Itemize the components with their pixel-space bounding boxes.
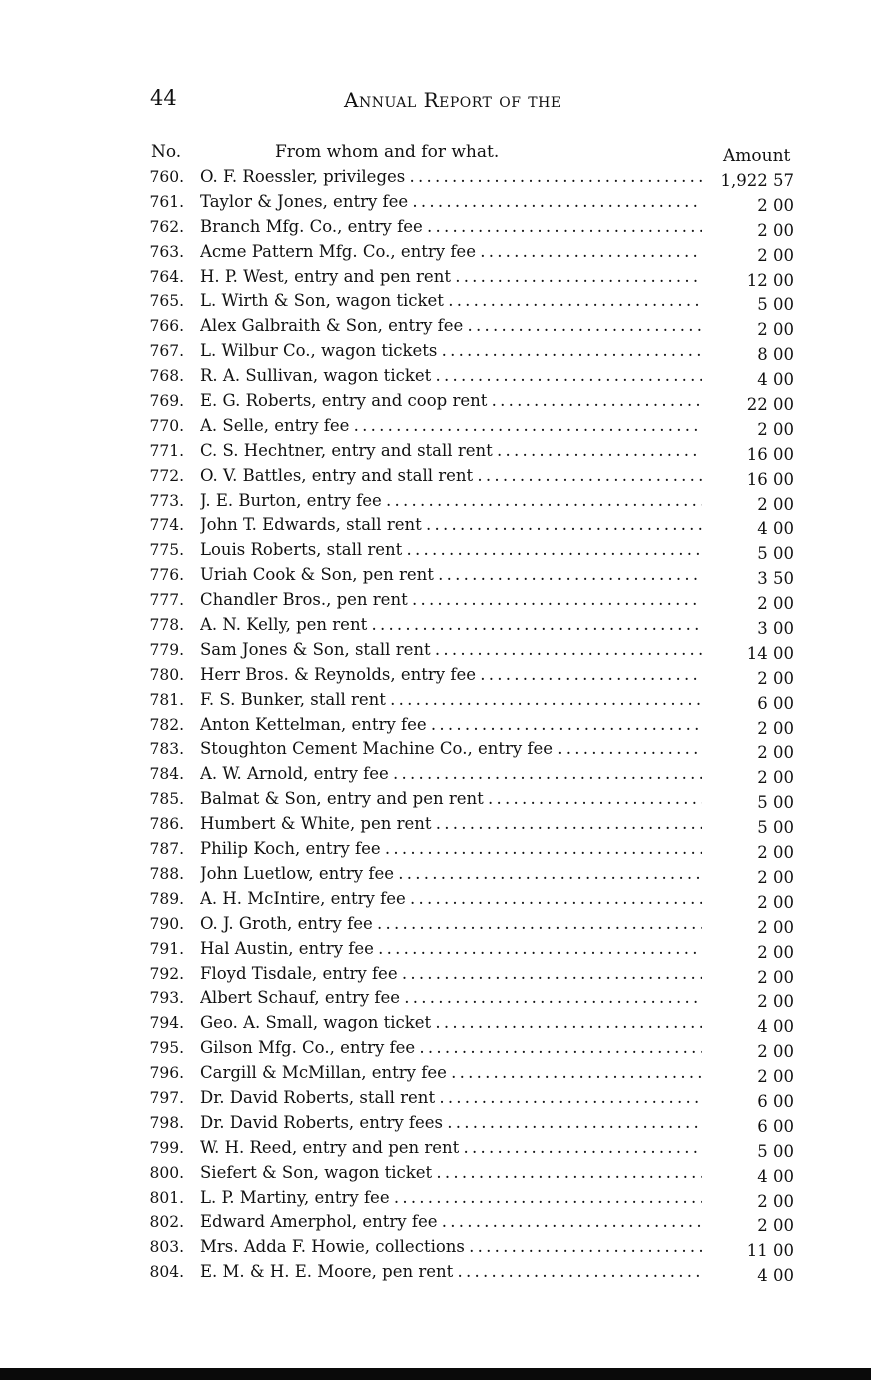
table-row [0,862,871,887]
receipt-amount: 16 00 [746,469,794,489]
table-row [0,812,871,837]
receipt-amount: 5 00 [757,1141,794,1161]
table-row [0,1260,871,1285]
receipt-number: 760. [149,168,184,186]
receipt-number: 767. [149,342,184,361]
receipt-number: 785. [149,790,184,809]
table-row [0,1086,871,1111]
receipt-amount: 2 00 [757,768,794,788]
table-row [0,1136,871,1161]
receipt-description: Gilson Mfg. Co., entry fee . . . [200,1036,702,1061]
table-row [0,787,871,812]
receipt-number: 802. [149,1213,184,1232]
receipt-amount: 1,922 57 [720,171,794,190]
receipt-description: Dr. David Roberts, entry fees . . . [200,1111,702,1136]
receipt-amount: 2 00 [757,942,794,962]
receipt-number: 801. [149,1188,184,1207]
receipt-number: 763. [149,242,184,261]
receipt-description: Uriah Cook & Son, pen rent . . . [200,563,702,588]
receipt-description: E. G. Roberts, entry and coop rent . . . [200,389,702,414]
receipt-description: Branch Mfg. Co., entry fee . . . [200,215,702,240]
receipt-description: A. N. Kelly, pen rent . . . [200,613,702,638]
table-row [0,464,871,489]
receipt-amount: 2 00 [757,320,794,340]
receipt-number: 804. [149,1263,184,1282]
receipt-number: 773. [149,491,184,510]
table-row [0,289,871,314]
receipt-number: 799. [149,1138,184,1157]
receipt-description: Sam Jones & Son, stall rent . . . [200,638,702,663]
page-number: 44 [150,86,177,110]
receipt-number: 775. [149,541,184,560]
receipt-description: Taylor & Jones, entry fee . . . [200,190,702,215]
table-row [0,538,871,563]
receipt-description: John T. Edwards, stall rent . . . [200,513,702,538]
table-row [0,962,871,987]
receipt-number: 792. [149,964,184,983]
receipt-description: E. M. & H. E. Moore, pen rent . . . [200,1260,702,1285]
receipt-amount: 2 00 [757,718,794,738]
receipt-description: L. Wilbur Co., wagon tickets . . . [200,339,702,364]
receipt-number: 781. [149,690,184,709]
table-row [0,1061,871,1086]
receipt-amount: 22 00 [746,395,794,415]
receipt-amount: 5 00 [757,295,794,315]
receipt-number: 770. [149,416,184,435]
receipt-description: H. P. West, entry and pen rent . . . [200,265,702,290]
receipt-amount: 5 00 [757,544,794,564]
receipt-number: 776. [149,566,184,585]
table-row [0,1235,871,1260]
receipt-description: Philip Koch, entry fee . . . [200,837,702,862]
receipt-description: A. Selle, entry fee . . . [200,414,702,439]
receipt-description: Mrs. Adda F. Howie, collections . . . [200,1235,702,1260]
receipt-number: 765. [149,292,184,311]
receipt-amount: 2 00 [757,419,794,439]
receipt-amount: 11 00 [746,1241,794,1261]
table-row [0,713,871,738]
receipt-amount: 2 00 [757,245,794,265]
receipt-number: 795. [149,1039,184,1058]
receipt-description: Cargill & McMillan, entry fee . . . [200,1061,702,1086]
table-row [0,1111,871,1136]
receipt-number: 797. [149,1088,184,1107]
receipt-number: 766. [149,317,184,336]
scan-edge-bar [0,1368,871,1380]
table-row [0,240,871,265]
receipt-amount: 4 00 [757,370,794,390]
table-row [0,937,871,962]
table-row [0,613,871,638]
table-row [0,688,871,713]
receipt-description: Alex Galbraith & Son, entry fee . . . [200,314,702,339]
receipt-description: John Luetlow, entry fee . . . [200,862,702,887]
table-row [0,1161,871,1186]
table-row [0,439,871,464]
table-row [0,638,871,663]
receipt-amount: 2 00 [757,917,794,937]
receipt-amount: 16 00 [746,444,794,464]
receipt-number: 798. [149,1113,184,1132]
receipt-amount: 3 00 [757,619,794,639]
receipt-amount: 6 00 [757,1116,794,1136]
table-row [0,563,871,588]
receipt-number: 791. [149,939,184,958]
table-row [0,762,871,787]
table-row [0,215,871,240]
ledger-table [0,165,871,1285]
receipt-number: 768. [149,367,184,386]
receipt-description: Chandler Bros., pen rent . . . [200,588,702,613]
receipt-description: Balmat & Son, entry and pen rent . . . [200,787,702,812]
table-row [0,837,871,862]
receipt-description: F. S. Bunker, stall rent . . . [200,688,702,713]
receipt-amount: 2 00 [757,594,794,614]
table-row [0,190,871,215]
column-header-no: No. [151,142,182,162]
receipt-amount: 2 00 [757,992,794,1012]
receipt-description: Stoughton Cement Machine Co., entry fee . . . [200,737,702,762]
receipt-description: L. P. Martiny, entry fee . . . [200,1186,702,1211]
receipt-number: 771. [149,441,184,460]
receipt-number: 761. [149,192,184,211]
receipt-number: 800. [149,1163,184,1182]
receipt-amount: 2 00 [757,1042,794,1062]
receipt-number: 774. [149,516,184,535]
receipt-description: Herr Bros. & Reynolds, entry fee . . . [200,663,702,688]
receipt-amount: 5 00 [757,818,794,838]
receipt-amount: 4 00 [757,1017,794,1037]
table-row [0,737,871,762]
receipt-number: 796. [149,1064,184,1083]
receipt-number: 782. [149,715,184,734]
table-row [0,887,871,912]
receipt-number: 803. [149,1238,184,1257]
receipt-description: A. H. McIntire, entry fee . . . [200,887,702,912]
receipt-amount: 2 00 [757,1067,794,1087]
receipt-amount: 2 00 [757,967,794,987]
receipt-amount: 8 00 [757,345,794,365]
receipt-description: O. J. Groth, entry fee . . . [200,912,702,937]
receipt-description: Louis Roberts, stall rent . . . [200,538,702,563]
receipt-description: Siefert & Son, wagon ticket . . . [200,1161,702,1186]
table-row [0,265,871,290]
table-row [0,588,871,613]
receipt-amount: 3 50 [757,569,794,589]
receipt-amount: 2 00 [757,743,794,763]
receipt-number: 762. [149,217,184,236]
receipt-number: 779. [149,640,184,659]
receipt-amount: 2 00 [757,892,794,912]
receipt-description: Hal Austin, entry fee . . . [200,937,702,962]
table-row [0,339,871,364]
column-header-amount: Amount [723,146,791,166]
receipt-amount: 6 00 [757,1091,794,1111]
table-row [0,389,871,414]
running-head: Annual Report of the [344,88,562,112]
receipt-description: Dr. David Roberts, stall rent . . . [200,1086,702,1111]
receipt-description: Anton Kettelman, entry fee . . . [200,713,702,738]
table-row [0,513,871,538]
receipt-number: 780. [149,665,184,684]
receipt-description: L. Wirth & Son, wagon ticket . . . [200,289,702,314]
table-row [0,364,871,389]
receipt-description: R. A. Sullivan, wagon ticket . . . [200,364,702,389]
receipt-description: W. H. Reed, entry and pen rent . . . [200,1136,702,1161]
receipt-number: 793. [149,989,184,1008]
receipt-number: 778. [149,616,184,635]
table-row [0,165,871,190]
receipt-number: 787. [149,840,184,859]
receipt-amount: 2 00 [757,494,794,514]
receipt-amount: 4 00 [757,519,794,539]
receipt-number: 790. [149,914,184,933]
receipt-description: Acme Pattern Mfg. Co., entry fee . . . [200,240,702,265]
receipt-number: 764. [149,267,184,286]
receipt-number: 794. [149,1014,184,1033]
receipt-description: O. V. Battles, entry and stall rent . . . [200,464,702,489]
table-row [0,663,871,688]
receipt-amount: 5 00 [757,793,794,813]
receipt-amount: 2 00 [757,668,794,688]
receipt-description: J. E. Burton, entry fee . . . [200,489,702,514]
table-row [0,1210,871,1235]
receipt-description: Albert Schauf, entry fee . . . [200,986,702,1011]
table-row [0,1186,871,1211]
receipt-amount: 2 00 [757,220,794,240]
receipt-amount: 2 00 [757,843,794,863]
receipt-amount: 12 00 [746,270,794,290]
receipt-amount: 2 00 [757,1216,794,1236]
receipt-amount: 2 00 [757,867,794,887]
receipt-description: A. W. Arnold, entry fee . . . [200,762,702,787]
receipt-amount: 4 00 [757,1166,794,1186]
receipt-amount: 2 00 [757,1191,794,1211]
table-row [0,489,871,514]
receipt-amount: 4 00 [757,1266,794,1286]
receipt-number: 769. [149,392,184,411]
receipt-number: 772. [149,466,184,485]
receipt-number: 789. [149,889,184,908]
receipt-number: 786. [149,815,184,834]
table-row [0,986,871,1011]
receipt-amount: 14 00 [746,643,794,663]
receipt-description: O. F. Roessler, privileges . . . [200,165,702,190]
receipt-number: 783. [149,740,184,759]
receipt-amount: 6 00 [757,693,794,713]
column-header-from: From whom and for what. [275,142,500,162]
receipt-description: Geo. A. Small, wagon ticket . . . [200,1011,702,1036]
receipt-description: Humbert & White, pen rent . . . [200,812,702,837]
table-row [0,912,871,937]
receipt-number: 784. [149,765,184,784]
receipt-description: Floyd Tisdale, entry fee . . . [200,962,702,987]
table-row [0,1011,871,1036]
table-row [0,414,871,439]
receipt-number: 777. [149,591,184,610]
table-row [0,314,871,339]
receipt-description: Edward Amerphol, entry fee . . . [200,1210,702,1235]
table-row [0,1036,871,1061]
receipt-amount: 2 00 [757,195,794,215]
receipt-description: C. S. Hechtner, entry and stall rent . . . [200,439,702,464]
receipt-number: 788. [149,864,184,883]
